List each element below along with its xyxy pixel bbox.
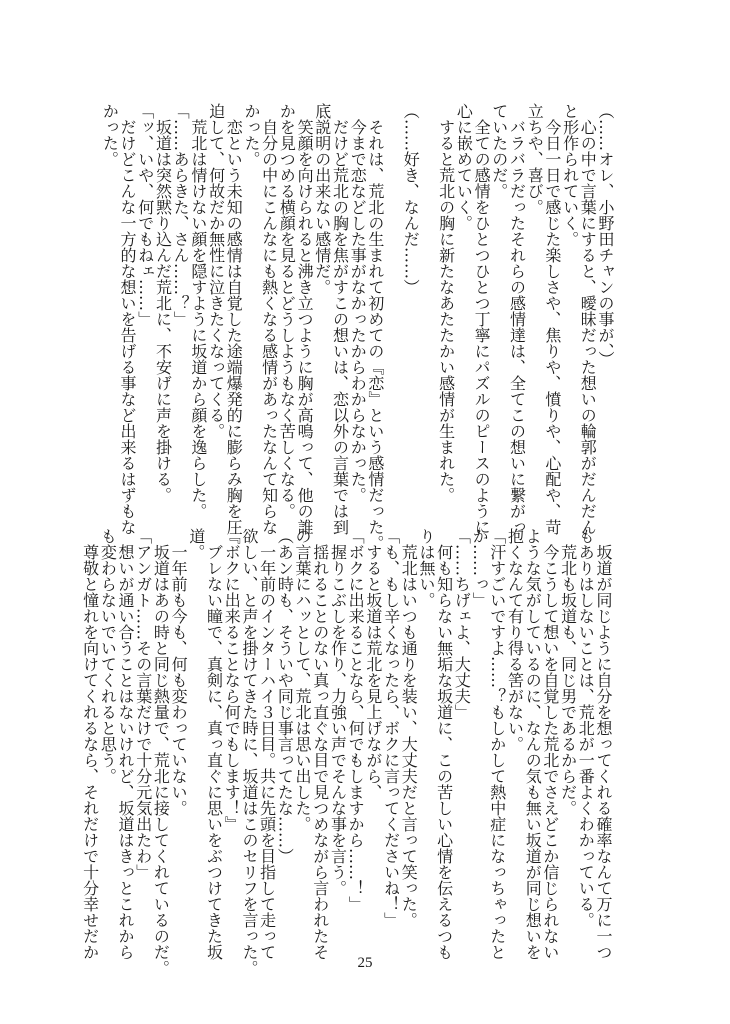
text-line: 坂道はあの時と同じ熱量で、荒北に接してくれているのだ。 [151, 528, 171, 976]
text-line: かを見つめる横顔を見るとどうしようもなく苦しくなる。 [277, 103, 297, 519]
text-line: 迫して、何故だか無性に泣きたくなってくる。 [206, 103, 226, 439]
text-line: だけどこんな一方的な想いを告げる事など出来るはずもな [118, 103, 138, 535]
text-line: （……オレ、小野田チャンの事が、） [596, 103, 615, 367]
text-line: 一年前も今も、何も変わっていない。 [169, 528, 189, 816]
text-line: 坂道は突然黙り込んだ荒北に、不安げに声を掛ける。 [153, 103, 173, 503]
text-line: 荒北はいつも通りを装い、大丈夫だと言って笑った。 [399, 528, 419, 928]
text-line: 何も知らない無垢な坂道に、この苦しい心情を伝えるつも [434, 528, 454, 960]
text-line: 一年前のインターハイ３日目。共に先頭を目指して走って [257, 528, 277, 960]
text-line: 自分の中にこんなにも熱くなる感情があったなんて知らな [259, 103, 279, 535]
text-line: 坂道が同じように自分を想ってくれる確率なんて万に一つ [594, 528, 613, 960]
text-line: 「アンガト……その言葉だけで十分元気出たわ」 [133, 528, 153, 880]
text-line: 欲しい、と声を掛けてきた時に、坂道はこのセリフを言った。 [239, 528, 259, 976]
text-line: 今こうして想いを自覚した荒北でさえどこか信じられない [540, 528, 560, 960]
text-line: 荒北も坂道も、同じ男であるからだ。 [558, 528, 578, 816]
text-line: も変わらないでいてくれると思う。 [98, 528, 118, 784]
text-line: 想いが通い合うことはないけれど、坂道はきっとこれから [116, 528, 136, 960]
text-line: 笑顔を向けられると沸き立つように胸が高鳴って、他の誰 [295, 103, 315, 535]
text-line: 荒北は情けない顔を隠すように坂道から顔を逸らした。 [188, 103, 208, 519]
text-line: すると坂道は荒北を見上げながら、 [363, 528, 383, 800]
text-line: ブレない瞳で、真剣に、真っ直ぐに思いをぶつけてきた坂 [204, 528, 224, 960]
text-line: 今まで恋などした事がなかったからわからなかった。 [348, 103, 368, 503]
text-line: 道。 [186, 528, 206, 560]
text-line: 「ボクに出来ることなら、何でもしますから……！」 [346, 528, 366, 912]
text-line: 「……ちげェよ、大丈夫」 [452, 528, 472, 720]
text-line: の言葉にハッとして、荒北は思い出した。 [293, 528, 313, 832]
text-line: それは、荒北の生まれて初めての『恋』という感情だった。 [365, 103, 385, 551]
top-text-block [89, 103, 615, 551]
text-line: もありはしないことは、荒北が一番よくわかっている。 [576, 528, 596, 928]
text-line: すると荒北の胸に新たなあたたかい感情が生まれた。 [436, 103, 456, 503]
text-line: バラバラだったそれらの感情達は、全てこの想いに繋がっ [507, 103, 527, 535]
text-line: （あン時も、そういや同じ事言ってたな……） [275, 528, 295, 864]
text-line: 立ちや、喜び。 [525, 103, 545, 215]
text-line: ような気がしているのに、なんの気も無い坂道が同じ想いを [523, 528, 543, 960]
page-number: 25 [357, 955, 373, 971]
text-line: かった。 [241, 103, 261, 167]
text-line: 心の中で言葉にすると、曖昧だった想いの輪郭がだんだん [578, 103, 598, 535]
text-line: ていたのだ。 [489, 103, 509, 199]
text-line: 「も、もし辛くなったら、ボクに言ってくださいね！」 [381, 528, 401, 928]
text-line: だけど荒北の胸を焦がすこの想いは、恋以外の言葉では到 [330, 103, 350, 535]
text-line: 「汗すごいですよ……？もしかして熱中症になっちゃったと [487, 528, 507, 960]
text-line: 抱くなんて有り得る筈がない。 [505, 528, 525, 752]
text-line: （……好き、なんだ……） [401, 103, 421, 295]
text-line: 今日一日で感じた楽しさや、焦りや、憤りや、心配や、苛 [542, 103, 562, 535]
text-line: 揺れることのない真っ直ぐな目で見つめながら言われたそ [310, 528, 330, 960]
text-line: と形作られていく。 [560, 103, 580, 247]
text-line: 「……あらきた、さん……？」 [171, 103, 191, 327]
text-line: 握りこぶしを作り、力強い声でそんな事を言う。 [328, 528, 348, 896]
text-line: 底説明の出来ない感情だ。 [312, 103, 332, 295]
text-line: 尊敬と憧れを向けてくれるなら、それだけで十分幸せだか [80, 528, 100, 960]
text-line [419, 103, 437, 513]
text-line: か……っ」 [470, 528, 490, 608]
text-line: 『ボクに出来ることなら何でもします！』 [222, 528, 242, 832]
text-line: りは無い。 [416, 528, 436, 608]
text-line [384, 103, 402, 513]
text-line: 心に嵌めていく。 [454, 103, 474, 231]
text-line: 全ての感情をひとつひとつ丁寧にパズルのピースのように [472, 103, 492, 535]
text-line: かった。 [100, 103, 120, 167]
text-line: 「ッ、いや、何でもねェ……」 [135, 103, 155, 327]
text-line: 恋という未知の感情は自覚した途端爆発的に膨らみ胸を圧 [224, 103, 244, 535]
